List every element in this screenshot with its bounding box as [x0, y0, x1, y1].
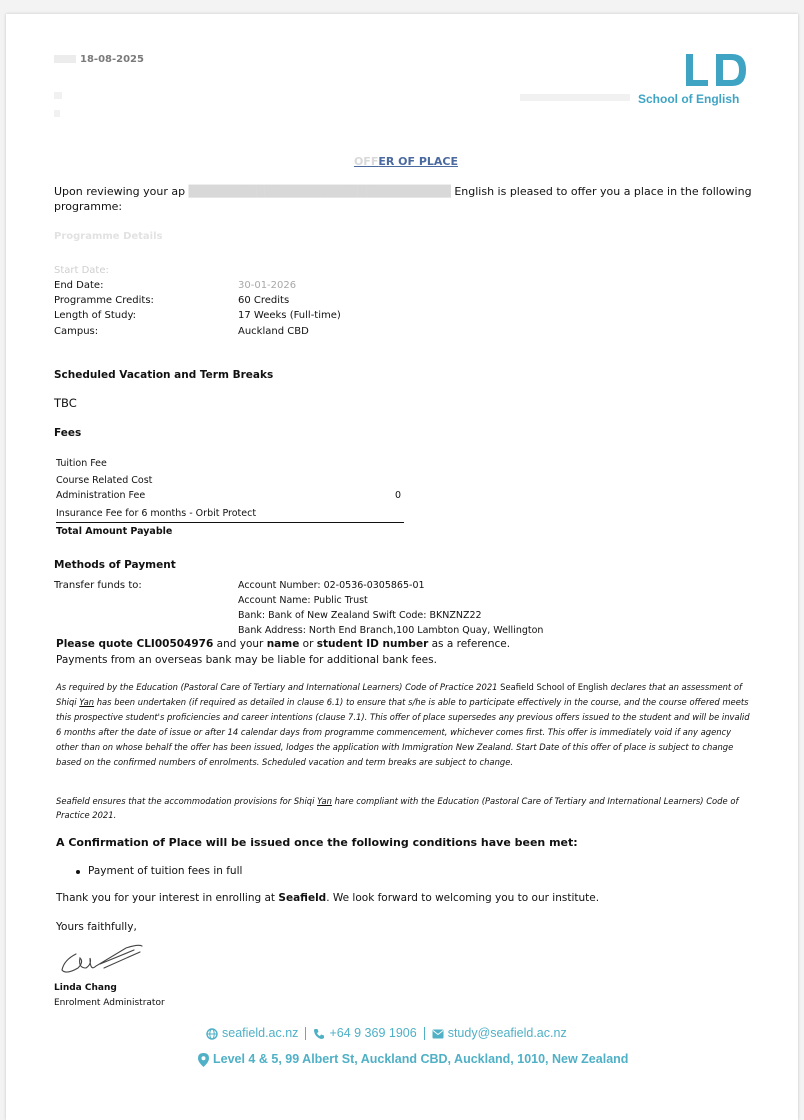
redacted-block	[520, 94, 630, 101]
phone-icon	[313, 1028, 325, 1040]
condition-item: Payment of tuition fees in full	[88, 865, 243, 877]
redacted-block	[54, 92, 62, 99]
footer-email[interactable]: study@seafield.ac.nz	[447, 1026, 567, 1040]
transfer-label: Transfer funds to:	[54, 580, 142, 591]
fees-heading: Fees	[54, 427, 82, 439]
closing: Yours faithfully,	[56, 921, 137, 933]
footer-address: Level 4 & 5, 99 Albert St, Auckland CBD, Auckland, 1010, New Zealand	[198, 1052, 628, 1067]
offer-letter-page: 18-08-2025 School of English OFFER OF PLACE Upon reviewing your ap ███████████████████████████████ English is pleased to offer you a place in the following programme: Programme Details Start Date: End Date: 30-01-2026 Programme Credits: 60 Credits Length of Study: 17 Weeks (Full-time) Campus: Auckland CBD Scheduled Vacation and Term Breaks TBC Fees Tuition Fee Course Related Cost Administration Fee 0 Insurance Fee for 6 months - Orbit Protect Total Amount Payable Methods of Payment Transfer funds to: Account Number: 02-0536-0305865-01 Account Name: Public Trust Bank: Bank of New Zealand Swift Code: BKNZNZ22 Bank Address: North End Branch,100 Lambton Quay, Wellington Please quote CLI00504976 and your name or student ID number as a reference. Payments from an overseas bank may be liable for additional bank fees. As required by the Education (Pastoral Care of Tertiary and International Learners) Code of Practice 2021 Seafield School of English declares that an assessment of Shiqi Yan has been undertaken (if required as detailed in clause 6.1) to ensure that s/he is able to participate effectively in the course, and the course offered meets this prospective student's proficiencies and career intentions (clause 7.1). This offer of place supersedes any previous offers issued to the student and will be invalid 6 months after the date of issue or after 14 calendar days from programme commencement, whichever comes first. This offer is immediately void if any agency other than on whose behalf the offer has been issued, lodges the application with Immigration New Zealand. Start Date of this offer of place is subject to change based on the confirmed numbers of enrolments. Scheduled vacation and term breaks are subject to change. Seafield ensures that the accommodation provisions for Shiqi Yan hare compliant with the Education (Pastoral Care of Tertiary and International Learners) Code of Practice 2021. A Confirmation of Place will be issued once the following conditions have been met: Payment of tuition fees in full Thank you for your interest in enrolling at Seafield. We look forward to welcoming you to our institute. Yours faithfully, Linda Chang Enrolment Administrator seafield.ac.nz +64 9 369 1906 study@seafield.ac.nz Level 4 & 5, 99 Albert St, Auckland CBD, Auckland, 1010, New Zealand	[6, 14, 798, 1120]
fee-tuition: Tuition Fee	[56, 458, 107, 469]
footer-phone[interactable]: +64 9 369 1906	[329, 1026, 417, 1040]
letter-title: OFFER OF PLACE	[353, 155, 459, 168]
footer-separator	[424, 1027, 425, 1040]
legal-paragraph: As required by the Education (Pastoral Care of Tertiary and International Learners) Code of Practice 2021 Seafield School of English declares that an assessment of Shiqi Yan has been undertaken (if required as detailed in clause 6.1) to ensure that s/he is able to participate effectively in the course, and the course offered meets this prospective student's proficiencies and career intentions (clause 7.1). This offer of place supersedes any previous offers issued to the student and will be invalid 6 months after the date of issue or after 14 calendar days from programme commencement, whichever comes first. This offer is immediately void if any agency other than on whose behalf the offer has been issued, lodges the application with Immigration New Zealand. Start Date of this offer of place is subject to change based on the confirmed numbers of enrolments. Scheduled vacation and term breaks are subject to change.	[56, 682, 750, 767]
bank-account-name: Account Name: Public Trust	[238, 595, 368, 606]
fee-total: Total Amount Payable	[56, 526, 173, 537]
fee-admin-value: 0	[395, 490, 402, 501]
footer-separator	[305, 1027, 306, 1040]
logo-text: School of English	[638, 92, 740, 106]
fee-admin: Administration Fee	[56, 490, 146, 501]
footer-contacts	[206, 1026, 567, 1040]
footer-website[interactable]: seafield.ac.nz	[222, 1026, 299, 1040]
programme-details-heading: Programme Details	[54, 231, 163, 242]
bank-account-number: Account Number: 02-0536-0305865-01	[238, 580, 425, 591]
vacation-heading: Scheduled Vacation and Term Breaks	[54, 369, 274, 381]
mail-icon	[432, 1029, 444, 1039]
conditions-heading: A Confirmation of Place will be issued once the following conditions have been met:	[56, 836, 578, 849]
bank-swift: Bank: Bank of New Zealand Swift Code: BKNZNZ22	[238, 610, 482, 621]
fee-course-cost: Course Related Cost	[56, 475, 153, 486]
redacted-block	[54, 55, 76, 63]
location-pin-icon	[198, 1053, 209, 1067]
bank-address: Bank Address: North End Branch,100 Lambton Quay, Wellington	[238, 625, 544, 636]
signer-role: Enrolment Administrator	[54, 998, 165, 1008]
redacted-block	[54, 110, 60, 117]
signer-name: Linda Chang	[54, 983, 117, 993]
vacation-value: TBC	[54, 396, 77, 410]
bullet-icon	[76, 870, 80, 874]
thanks-paragraph: Thank you for your interest in enrolling at Seafield. We look forward to welcoming you to our institute.	[56, 892, 600, 904]
payment-heading: Methods of Payment	[54, 559, 176, 571]
fee-insurance: Insurance Fee for 6 months - Orbit Protect	[56, 508, 257, 519]
intro-paragraph: Upon reviewing your ap ███████████████████████████████ English is pleased to offer you a place in the following programme:	[54, 185, 752, 213]
accommodation-paragraph: Seafield ensures that the accommodation provisions for Shiqi Yan hare compliant with the Education (Pastoral Care of Tertiary and International Learners) Code of Practice 2021.	[56, 796, 739, 820]
school-logo	[682, 52, 752, 88]
reference-instruction: Please quote CLI00504976 and your name or student ID number as a reference.	[56, 638, 511, 650]
globe-icon	[206, 1028, 218, 1040]
signature-image	[56, 942, 146, 978]
fees-divider	[56, 522, 404, 523]
overseas-note: Payments from an overseas bank may be liable for additional bank fees.	[56, 654, 437, 666]
letter-date: 18-08-2025	[54, 54, 144, 65]
